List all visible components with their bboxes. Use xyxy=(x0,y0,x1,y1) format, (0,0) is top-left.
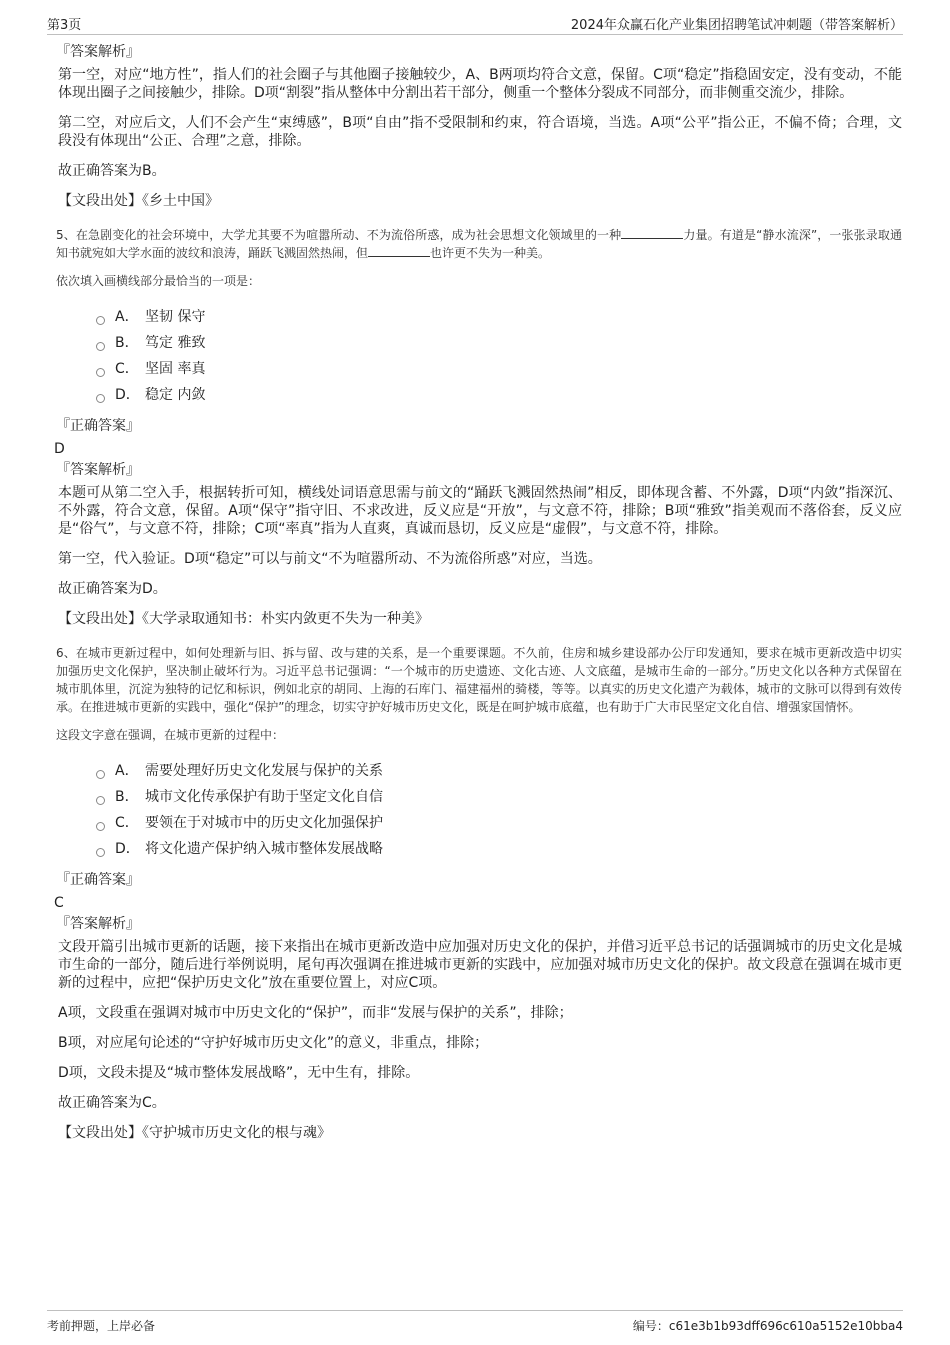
page-header xyxy=(47,12,903,35)
correct-answer-tag: 『正确答案』 xyxy=(56,872,140,888)
option-c[interactable]: C． 坚固 率真 xyxy=(96,356,902,382)
option-b[interactable]: B． 笃定 雅致 xyxy=(96,330,902,356)
radio-button[interactable] xyxy=(96,394,105,403)
source-citation: 【文段出处】《守护城市历史文化的根与魂》 xyxy=(58,1125,331,1141)
option-a[interactable]: A． 坚韧 保守 xyxy=(96,304,902,330)
question-6-text: 6、在城市更新过程中，如何处理新与旧、拆与留、改与建的关系，是一个重要课题。不久前，住房和城乡建设部办公厅印发通知，要求在城市更新改造中切实加强历史文化保护，坚决制止破坏行为。习近平总书记强调：“一个城市的历史遗迹、文化古迹、人文底蕴，是城市生命的一部分。”历史文化以各种方式保留在城市肌体里，沉淀为独特的记忆和标识，例如北京的胡同、上海的石库门、福建福州的骑楼，等等。以真实的历史文化遗产为载体，城市的文脉可以得到有效传承。在推进城市更新的实践中，强化“保护”的理念，切实守护好城市历史文化，既是在呵护城市底蕴，也有助于广大市民坚定文化自信、增强家国情怀。 xyxy=(56,646,902,714)
radio-button[interactable] xyxy=(96,316,105,325)
radio-button[interactable] xyxy=(96,342,105,351)
question-5-text: 5、在急剧变化的社会环境中，大学尤其要不为喧嚣所动、不为流俗所惑，成为社会思想文化领域里的一种 力量。有道是“静水流深”，一张张录取通知书就宛如大学水面的波纹和浪涛，踊跃飞溅固然热闹，但 也许更不失为一种美。 xyxy=(56,228,902,260)
analysis-paragraph: 第二空，对应后文，人们不会产生“束缚感”，B项“自由”指不受限制和约束，符合语境，当选。A项“公平”指公正，不偏不倚；合理，文段没有体现出“公正、合理”之意，排除。 xyxy=(58,115,902,149)
analysis-paragraph: A项，文段重在强调对城市中历史文化的“保护”，而非“发展与保护的关系”，排除； xyxy=(58,1005,573,1021)
source-citation: 【文段出处】《乡土中国》 xyxy=(58,193,219,209)
question-6-prompt: 这段文字意在强调，在城市更新的过程中： xyxy=(56,728,285,742)
source-citation: 【文段出处】《大学录取通知书：朴实内敛更不失为一种美》 xyxy=(58,611,429,627)
analysis-paragraph: D项，文段未提及“城市整体发展战略”，无中生有，排除。 xyxy=(58,1065,420,1081)
radio-button[interactable] xyxy=(96,848,105,857)
question-5-options xyxy=(96,304,902,408)
radio-button[interactable] xyxy=(96,368,105,377)
analysis-paragraph: 本题可从第二空入手，根据转折可知，横线处词语意思需与前文的“踊跃飞溅固然热闹”相反，即体现含蓄、不外露，D项“内敛”指深沉、不外露，符合文意，保留。A项“保守”指守旧、不求改进，反义应是“开放”，与文意不符，排除；B项“雅致”指美观而不落俗套，反义应是“俗气”，与文意不符，排除；C项“率真”指为人直爽，真诚而恳切，反义应是“虚假”，与文意不符，排除。 xyxy=(58,485,902,537)
radio-button[interactable] xyxy=(96,796,105,805)
fill-blank xyxy=(621,226,683,239)
footer-slogan: 考前押题，上岸必备 xyxy=(47,1319,156,1333)
analysis-tag: 『答案解析』 xyxy=(56,44,140,60)
analysis-paragraph: 文段开篇引出城市更新的话题，接下来指出在城市更新改造中应加强对历史文化的保护，并借习近平总书记的话强调城市的历史文化是城市生命的一部分，随后进行举例说明，尾句再次强调在推进城市更新的实践中，应加强对城市历史文化的保护。故文段意在强调在城市更新的过程中，应把“保护历史文化”放在重要位置上，对应C项。 xyxy=(58,939,902,991)
page-number: 第3页 xyxy=(47,18,82,33)
analysis-paragraph: B项，对应尾句论述的“守护好城市历史文化”的意义，非重点，排除； xyxy=(58,1035,489,1051)
analysis-paragraph: 故正确答案为B。 xyxy=(58,163,166,179)
radio-button[interactable] xyxy=(96,822,105,831)
page-footer xyxy=(47,1310,903,1333)
document-title: 2024年众赢石化产业集团招聘笔试冲刺题（带答案解析） xyxy=(570,18,903,33)
analysis-tag: 『答案解析』 xyxy=(56,916,140,932)
analysis-paragraph: 故正确答案为C。 xyxy=(58,1095,166,1111)
analysis-paragraph: 第一空，代入验证。D项“稳定”可以与前文“不为喧嚣所动、不为流俗所惑”对应，当选。 xyxy=(58,551,602,567)
option-d[interactable]: D． 稳定 内敛 xyxy=(96,382,902,408)
analysis-tag: 『答案解析』 xyxy=(56,462,140,478)
analysis-paragraph: 第一空，对应“地方性”，指人们的社会圈子与其他圈子接触较少，A、B两项均符合文意，保留。C项“稳定”指稳固安定，没有变动，不能体现出圈子之间接触少，排除。D项“割裂”指从整体中分割出若干部分，侧重一个整体分裂成不同部分，而非侧重交流少，排除。 xyxy=(58,67,902,101)
correct-answer: C xyxy=(54,895,64,911)
option-b[interactable]: B． 城市文化传承保护有助于坚定文化自信 xyxy=(96,784,902,810)
document-code: 编号：c61e3b1b93dff696c610a5152e10bba4 xyxy=(632,1319,903,1333)
option-a[interactable]: A． 需要处理好历史文化发展与保护的关系 xyxy=(96,758,902,784)
question-6-options xyxy=(96,758,902,862)
page-content xyxy=(56,42,902,1158)
question-5-prompt: 依次填入画横线部分最恰当的一项是： xyxy=(56,274,261,288)
option-d[interactable]: D． 将文化遗产保护纳入城市整体发展战略 xyxy=(96,836,902,862)
option-c[interactable]: C． 要领在于对城市中的历史文化加强保护 xyxy=(96,810,902,836)
correct-answer-tag: 『正确答案』 xyxy=(56,418,140,434)
correct-answer: D xyxy=(54,441,65,457)
fill-blank xyxy=(368,244,430,257)
analysis-paragraph: 故正确答案为D。 xyxy=(58,581,167,597)
radio-button[interactable] xyxy=(96,770,105,779)
